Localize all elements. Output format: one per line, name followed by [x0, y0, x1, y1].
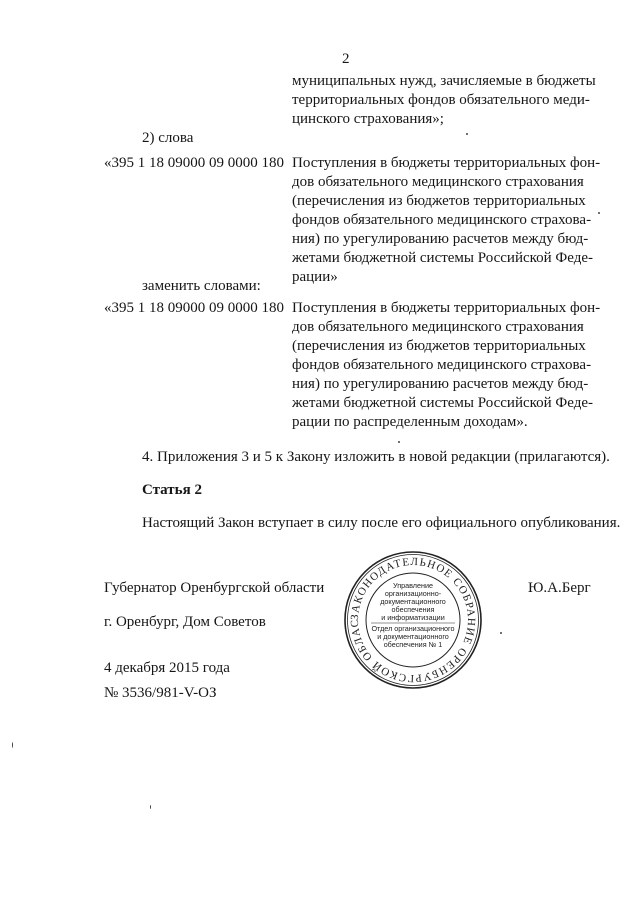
new-entry-code: «395 1 18 09000 09 0000 180 — [104, 300, 284, 316]
text-line: муниципальных нужд, зачисляемые в бюджеты — [292, 73, 596, 89]
svg-text:и документационного: и документационного — [377, 632, 449, 641]
text-line: дов обязательного медицинского страхования — [292, 174, 584, 190]
continued-paragraph — [292, 72, 602, 129]
text-line: территориальных фондов обязательного меди- — [292, 92, 590, 108]
text-line: жетами бюджетной системы Российской Феде- — [292, 395, 594, 411]
text-line: Поступления в бюджеты территориальных фон- — [292, 155, 601, 171]
signatory-position: Губернатор Оренбургской области — [104, 580, 325, 596]
law-date: 4 декабря 2015 года — [104, 660, 230, 676]
svg-text:и информатизации: и информатизации — [381, 613, 445, 622]
article-text: Настоящий Закон вступает в силу после его официального опубликования. — [142, 515, 621, 531]
svg-text:обеспечения № 1: обеспечения № 1 — [383, 640, 443, 649]
item-4-text: 4. Приложения 3 и 5 к Закону изложить в новой редакции (прилагаются). — [142, 449, 610, 465]
new-entry-text — [292, 299, 602, 432]
official-seal — [343, 550, 483, 690]
signing-place: г. Оренбург, Дом Советов — [104, 614, 266, 630]
text-line: ния) по урегулированию расчетов между бюд- — [292, 231, 589, 247]
replace-label: заменить словами: — [142, 278, 261, 294]
law-number: № 3536/981-V-ОЗ — [104, 685, 217, 701]
old-entry-text — [292, 154, 602, 287]
seal-graphic — [343, 550, 483, 690]
svg-text:Отдел организационного: Отдел организационного — [371, 624, 455, 633]
text-line: фондов обязательного медицинского страхова- — [292, 357, 592, 373]
text-line: рации по распределенным доходам». — [292, 414, 528, 430]
text-line: (перечисления из бюджетов территориальных — [292, 193, 586, 209]
signatory-name: Ю.А.Берг — [528, 580, 591, 596]
page-number: 2 — [342, 51, 350, 67]
seal-ring-text: ЗАКОНОДАТЕЛЬНОЕ СОБРАНИЕ ОРЕНБУРГСКОЙ ОБЛАС — [348, 555, 478, 685]
text-line: рации» — [292, 269, 338, 285]
text-line: дов обязательного медицинского страхования — [292, 319, 584, 335]
svg-text:Управление: Управление — [393, 581, 433, 590]
old-entry-code: «395 1 18 09000 09 0000 180 — [104, 155, 284, 171]
text-line: Поступления в бюджеты территориальных фон- — [292, 300, 601, 316]
text-line: ния) по урегулированию расчетов между бюд- — [292, 376, 589, 392]
text-line: жетами бюджетной системы Российской Феде- — [292, 250, 594, 266]
item-2-label: 2) слова — [142, 130, 194, 146]
svg-text:документационного: документационного — [380, 597, 446, 606]
article-heading: Статья 2 — [142, 482, 202, 498]
text-line: цинского страхования»; — [292, 111, 444, 127]
svg-text:обеспечения: обеспечения — [391, 605, 435, 614]
text-line: фондов обязательного медицинского страхова- — [292, 212, 592, 228]
svg-text:организационно-: организационно- — [384, 589, 442, 598]
text-line: (перечисления из бюджетов территориальных — [292, 338, 586, 354]
